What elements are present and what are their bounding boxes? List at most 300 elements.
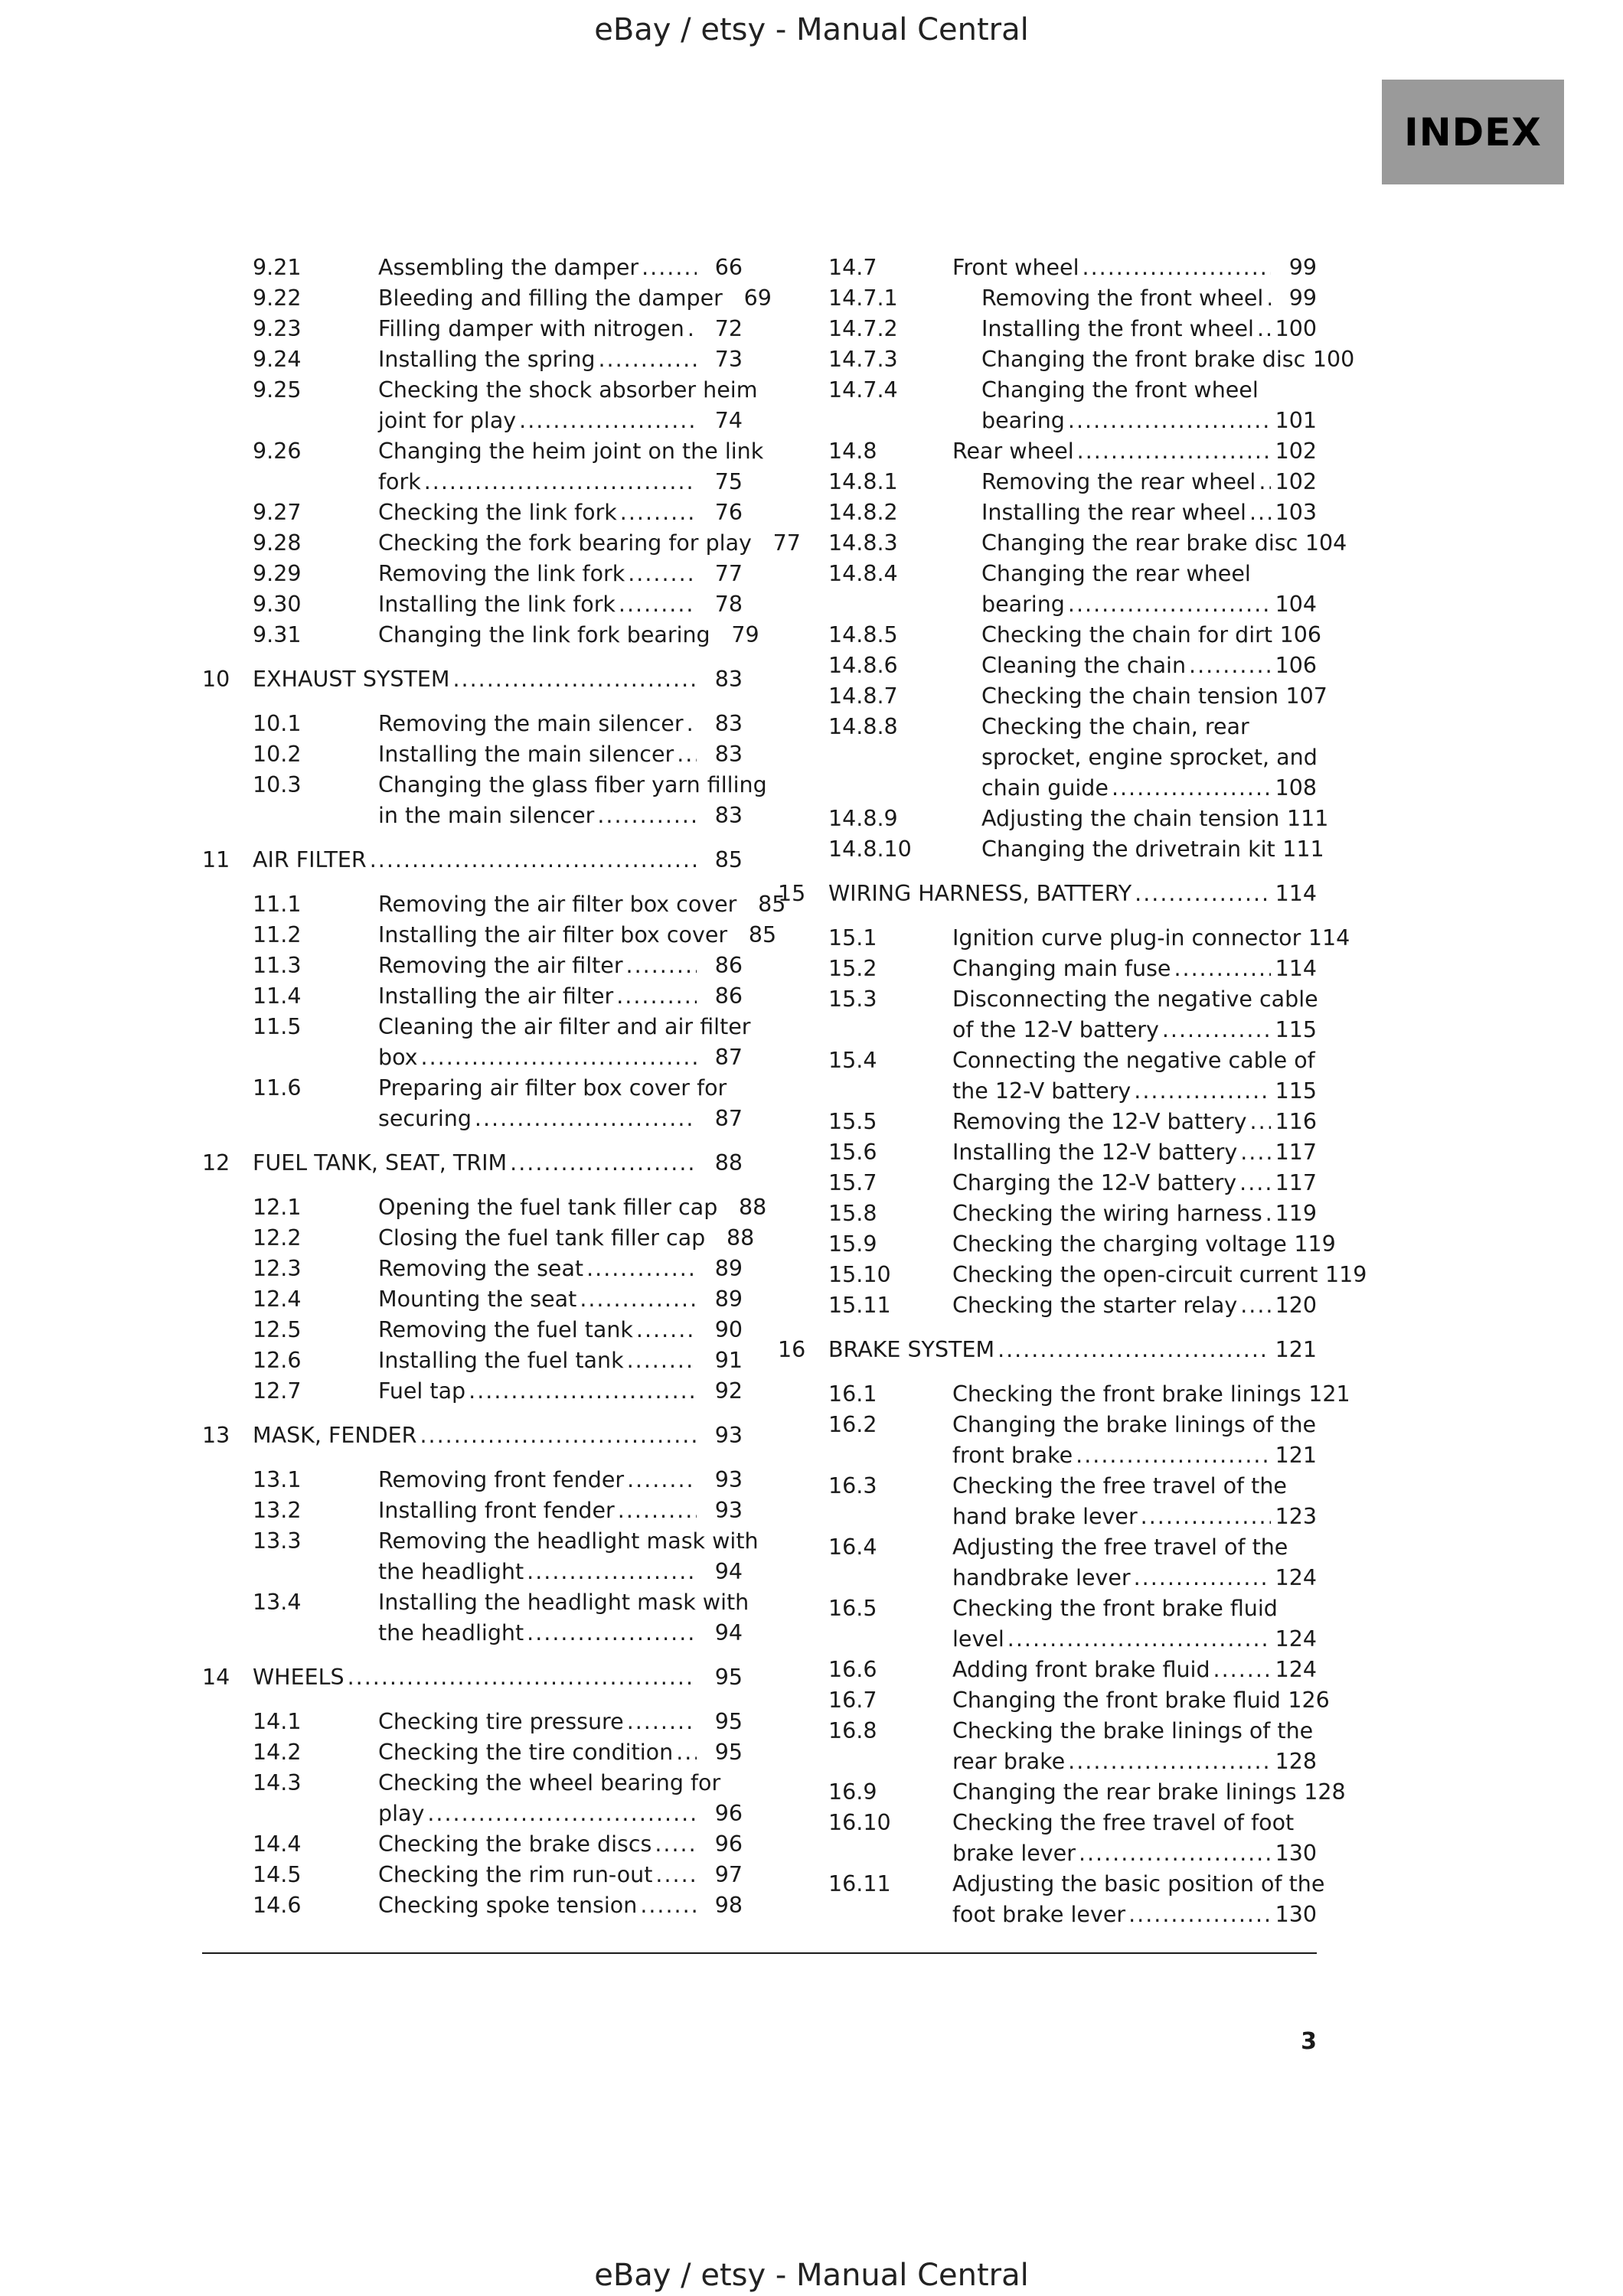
toc-entry-title-line: Checking the chain, rear [981, 714, 1249, 739]
toc-entry-title: foot brake lever [952, 1900, 1125, 1930]
toc-entry-title-block [952, 1869, 1325, 1930]
toc-entry-title: Checking the starter relay [952, 1290, 1237, 1321]
toc-entry-title-block [981, 651, 1317, 681]
toc-entry-page: 119 [1325, 1262, 1367, 1287]
toc-entry [202, 589, 743, 620]
toc-entry-number: 14.8.3 [828, 530, 898, 556]
toc-entry-title: Changing the front brake disc [981, 344, 1305, 375]
toc-entry-title-block [981, 712, 1317, 804]
toc-entry [202, 1526, 759, 1587]
toc-entry-title-block [378, 920, 777, 951]
toc-entry-title: Installing the main silencer [378, 739, 674, 770]
dot-leader [1240, 1137, 1271, 1168]
dot-leader [1079, 1838, 1271, 1869]
toc-entry-title-block [378, 589, 743, 620]
toc-entry-title-block [952, 1137, 1317, 1168]
toc-entry-title-block [981, 283, 1317, 314]
toc-entry-title-block [378, 981, 743, 1012]
toc-entry-page: 83 [714, 742, 743, 767]
dot-leader [348, 1662, 697, 1693]
toc-entry-number: 9.28 [253, 530, 302, 556]
toc-entry-number: 11.6 [253, 1075, 302, 1101]
toc-entry-title-block [253, 1148, 743, 1179]
toc-entry [778, 1593, 1317, 1655]
toc-entry-title: box [378, 1042, 418, 1073]
toc-entry [778, 1290, 1317, 1321]
toc-entry-leader-line [378, 739, 743, 770]
toc-right-column [778, 253, 1367, 1930]
toc-entry [202, 1073, 743, 1134]
toc-entry [202, 1495, 743, 1526]
dot-leader [420, 1420, 697, 1451]
dot-leader [1239, 1168, 1271, 1199]
toc-entry-number: 14.8.9 [828, 806, 898, 831]
toc-entry [202, 1284, 743, 1315]
toc-entry-page: 93 [714, 1423, 743, 1448]
toc-entry-leader-line [952, 1685, 1330, 1716]
dot-leader [370, 845, 697, 876]
dot-leader [1128, 1900, 1271, 1930]
toc-entry-title: hand brake lever [952, 1502, 1138, 1532]
toc-entry-title: FUEL TANK, SEAT, TRIM [253, 1148, 507, 1179]
dot-leader [640, 1890, 697, 1921]
toc-entry-leader-line [378, 1707, 743, 1737]
toc-entry [778, 1471, 1317, 1532]
toc-entry-number: 10 [202, 667, 230, 692]
dot-leader [627, 1465, 697, 1495]
toc-entry-title-block [378, 1829, 743, 1860]
toc-entry [202, 253, 743, 283]
toc-entry-page: 69 [743, 285, 772, 311]
toc-entry-leader-line [952, 1168, 1317, 1199]
toc-entry-page: 104 [1305, 530, 1347, 556]
toc-entry-leader-line [378, 1737, 743, 1768]
toc-entry-number: 16 [778, 1337, 806, 1362]
toc-entry-title: Changing main fuse [952, 954, 1171, 984]
toc-entry-page: 96 [714, 1801, 743, 1826]
dot-leader [1162, 1015, 1271, 1045]
toc-entry-page: 121 [1275, 1337, 1317, 1362]
toc-entry [778, 467, 1317, 497]
toc-entry [778, 375, 1317, 436]
toc-entry-number: 11.1 [253, 892, 302, 917]
toc-entry-title-block [952, 923, 1350, 954]
toc-entry-title: Changing the rear brake linings [952, 1777, 1297, 1808]
toc-entry [202, 1345, 743, 1376]
toc-entry-leader-line [981, 528, 1347, 559]
toc-entry-leader-line [378, 559, 743, 589]
dot-leader [597, 801, 697, 831]
toc-entry-title: Changing the rear brake disc [981, 528, 1298, 559]
toc-entry-leader-line [378, 1799, 743, 1829]
toc-entry-leader-line [378, 981, 743, 1012]
toc-entry-number: 16.6 [828, 1657, 877, 1682]
toc-entry-leader-line [952, 1655, 1317, 1685]
toc-entry-page: 77 [772, 530, 801, 556]
toc-entry-number: 14.7.1 [828, 285, 898, 311]
toc-entry-title: brake lever [952, 1838, 1076, 1869]
toc-entry-title: the headlight [378, 1557, 524, 1587]
toc-entry [202, 436, 764, 497]
toc-entry-leader-line [253, 1662, 743, 1693]
toc-entry-title-line: Checking the brake linings of the [952, 1718, 1314, 1743]
dot-leader [1257, 314, 1271, 344]
toc-entry-title-block [378, 1768, 743, 1829]
toc-entry-number: 14.7.4 [828, 377, 898, 403]
dot-leader [469, 1376, 697, 1407]
toc-entry [778, 804, 1329, 834]
toc-entry-title-block [981, 620, 1322, 651]
toc-entry-leader-line [952, 436, 1317, 467]
toc-entry-page: 108 [1275, 775, 1317, 801]
toc-entry-page: 124 [1275, 1626, 1317, 1652]
toc-entry-leader-line [981, 344, 1355, 375]
toc-entry-title-block [378, 889, 786, 920]
dot-leader [1240, 1290, 1271, 1321]
toc-entry-number: 15.10 [828, 1262, 891, 1287]
toc-entry-number: 14.1 [253, 1709, 302, 1734]
toc-entry-number: 14.3 [253, 1770, 302, 1795]
toc-entry-page: 100 [1275, 316, 1317, 341]
toc-entry-title: level [952, 1624, 1004, 1655]
toc-entry-number: 11.5 [253, 1014, 302, 1039]
toc-entry-page: 95 [714, 1709, 743, 1734]
toc-entry-title: Cleaning the chain [981, 651, 1186, 681]
toc-entry-leader-line [378, 620, 759, 651]
page-number: 3 [1301, 2028, 1317, 2055]
toc-entry-leader-line [378, 589, 743, 620]
toc-entry-page: 86 [714, 953, 743, 978]
toc-entry-number: 14.4 [253, 1831, 302, 1857]
toc-entry-title-block [378, 1345, 743, 1376]
toc-entry-page: 123 [1275, 1504, 1317, 1529]
toc-entry-title-line: Connecting the negative cable of [952, 1048, 1315, 1073]
toc-entry-title-block [378, 314, 743, 344]
toc-entry-leader-line [952, 1199, 1317, 1229]
toc-entry-title: AIR FILTER [253, 845, 367, 876]
toc-entry-page: 96 [714, 1831, 743, 1857]
toc-entry-title-block [981, 804, 1329, 834]
toc-entry [202, 1737, 743, 1768]
toc-entry-page: 102 [1275, 469, 1317, 494]
toc-entry-title-block [952, 1199, 1317, 1229]
toc-entry-leader-line [981, 283, 1317, 314]
toc-entry-leader-line [378, 344, 743, 375]
toc-entry-page: 104 [1275, 592, 1317, 617]
toc-entry-number: 16.8 [828, 1718, 877, 1743]
toc-entry-page: 126 [1288, 1688, 1330, 1713]
toc-entry-title-block [952, 1290, 1317, 1321]
toc-entry-page: 85 [714, 847, 743, 872]
toc-entry-title-line: Changing the glass fiber yarn filling [378, 772, 767, 797]
toc-entry-page: 93 [714, 1498, 743, 1523]
toc-entry-title: Checking the brake discs [378, 1829, 651, 1860]
toc-entry-leader-line [378, 920, 777, 951]
toc-entry-leader-line [378, 1192, 767, 1223]
toc-entry-number: 14 [202, 1665, 230, 1690]
dot-leader [452, 664, 697, 695]
toc-entry-title-block [378, 283, 772, 314]
toc-entry-page: 99 [1288, 255, 1317, 280]
toc-entry-page: 128 [1304, 1779, 1346, 1805]
toc-entry [778, 1808, 1317, 1869]
toc-entry [778, 436, 1317, 467]
toc-entry-number: 11.2 [253, 922, 302, 947]
dot-leader [1266, 283, 1271, 314]
toc-entry-title: Installing the link fork [378, 589, 616, 620]
toc-entry-title: Installing the rear wheel [981, 497, 1246, 528]
toc-entry-title-block [952, 1532, 1317, 1593]
toc-entry-number: 14.7 [828, 255, 877, 280]
toc-entry-title: Bleeding and filling the damper [378, 283, 723, 314]
toc-entry-number: 14.8.6 [828, 653, 898, 678]
toc-entry-number: 12.7 [253, 1378, 302, 1404]
toc-entry-leader-line [378, 1223, 755, 1254]
toc-entry-leader-line [952, 1107, 1317, 1137]
toc-entry-page: 87 [714, 1045, 743, 1070]
toc-entry-page: 114 [1275, 956, 1317, 981]
toc-entry [778, 1045, 1317, 1107]
toc-entry-title-line: Changing the brake linings of the [952, 1412, 1317, 1437]
toc-entry-number: 15.11 [828, 1293, 891, 1318]
toc-entry-title-block [378, 1073, 743, 1134]
toc-entry-title-block [378, 559, 743, 589]
toc-entry-title-block [253, 845, 743, 876]
toc-entry-title-block [952, 1410, 1317, 1471]
dot-leader [1077, 436, 1271, 467]
dot-leader [1265, 1199, 1271, 1229]
toc-entry [202, 375, 758, 436]
toc-entry-title-block [378, 1376, 743, 1407]
toc-entry-title: Opening the fuel tank filler cap [378, 1192, 717, 1223]
toc-entry-title: Installing the front wheel [981, 314, 1254, 344]
toc-entry [202, 1890, 743, 1921]
toc-entry-page: 86 [714, 983, 743, 1009]
toc-entry-leader-line [952, 1076, 1317, 1107]
toc-entry-title: front brake [952, 1440, 1073, 1471]
toc-entry-number: 10.3 [253, 772, 302, 797]
toc-entry-title: Removing the link fork [378, 559, 625, 589]
toc-entry-title-line: Checking the front brake fluid [952, 1596, 1278, 1621]
toc-entry-leader-line [981, 651, 1317, 681]
toc-entry-number: 14.8.7 [828, 683, 898, 709]
toc-entry-leader-line [378, 1557, 743, 1587]
toc-entry-title: Ignition curve plug-in connector [952, 923, 1301, 954]
toc-entry [202, 1192, 767, 1223]
toc-entry-title-block [952, 1168, 1317, 1199]
toc-entry-title: Charging the 12-V battery [952, 1168, 1236, 1199]
toc-entry-title-block [952, 436, 1317, 467]
toc-entry-number: 11.3 [253, 953, 302, 978]
toc-entry [202, 528, 801, 559]
dot-leader [676, 1737, 697, 1768]
toc-entry-title-block [981, 314, 1317, 344]
toc-entry-title-block [378, 375, 758, 436]
toc-entry-page: 115 [1275, 1078, 1317, 1104]
toc-entry-title-block [378, 1012, 751, 1073]
toc-entry-title-line: Removing the headlight mask with [378, 1528, 759, 1554]
toc-entry-leader-line [378, 1104, 743, 1134]
toc-entry-title: Fuel tap [378, 1376, 465, 1407]
toc-entry-leader-line [952, 1746, 1317, 1777]
toc-entry-number: 12.6 [253, 1348, 302, 1373]
toc-entry [202, 1148, 743, 1179]
toc-entry-number: 12 [202, 1150, 230, 1176]
toc-entry-title-block [952, 1107, 1317, 1137]
toc-entry-leader-line [952, 1624, 1317, 1655]
toc-entry-leader-line [378, 709, 743, 739]
toc-entry-title: bearing [981, 589, 1065, 620]
toc-entry-page: 103 [1275, 500, 1317, 525]
toc-entry [778, 1869, 1325, 1930]
toc-entry-title-line: Checking the shock absorber heim [378, 377, 758, 403]
dot-leader [598, 344, 697, 375]
toc-entry-number: 15.9 [828, 1231, 877, 1257]
dot-leader [1189, 651, 1271, 681]
toc-entry-title: Mounting the seat [378, 1284, 576, 1315]
toc-entry-title-block [378, 1587, 749, 1649]
toc-entry-number: 15.6 [828, 1140, 877, 1165]
toc-entry-page: 94 [714, 1559, 743, 1584]
toc-entry-title: Checking the wiring harness [952, 1199, 1262, 1229]
toc-entry-page: 89 [714, 1256, 743, 1281]
toc-entry-leader-line [981, 620, 1322, 651]
toc-entry-number: 16.10 [828, 1810, 891, 1835]
toc-entry [778, 1229, 1336, 1260]
dot-leader [687, 314, 697, 344]
toc-entry [202, 1768, 743, 1829]
dot-leader [1250, 1107, 1271, 1137]
toc-entry-title-block [378, 497, 743, 528]
toc-entry-number: 16.7 [828, 1688, 877, 1713]
toc-entry-number: 13.4 [253, 1590, 302, 1615]
toc-entry-title: Installing the fuel tank [378, 1345, 624, 1376]
dot-leader [1134, 1076, 1271, 1107]
index-tab-label: INDEX [1404, 109, 1542, 155]
toc-entry [202, 770, 767, 831]
toc-entry-title: Removing the air filter [378, 951, 623, 981]
toc-entry-title-block [981, 559, 1317, 620]
toc-entry-title-block [952, 1379, 1350, 1410]
dot-leader [628, 559, 697, 589]
toc-left-column [202, 253, 801, 1921]
toc-entry [202, 739, 743, 770]
toc-entry-number: 12.5 [253, 1317, 302, 1342]
toc-entry-leader-line [981, 589, 1317, 620]
dot-leader [619, 589, 697, 620]
toc-entry-page: 73 [714, 347, 743, 372]
toc-entry-title-block [952, 1655, 1317, 1685]
toc-entry-number: 13.3 [253, 1528, 302, 1554]
toc-entry-title-block [378, 1192, 767, 1223]
toc-entry [202, 1465, 743, 1495]
dot-leader [527, 1557, 697, 1587]
dot-leader [1174, 954, 1271, 984]
toc-entry-number: 13 [202, 1423, 230, 1448]
toc-entry-title: Checking the fork bearing for play [378, 528, 752, 559]
dot-leader [475, 1104, 697, 1134]
toc-entry [202, 951, 743, 981]
toc-entry-page: 121 [1275, 1443, 1317, 1468]
toc-entry-title: joint for play [378, 406, 516, 436]
toc-entry-page: 77 [714, 561, 743, 586]
toc-entry [778, 559, 1317, 620]
toc-entry-title-block [378, 1284, 743, 1315]
toc-entry-title-block [378, 739, 743, 770]
dot-leader [636, 1315, 697, 1345]
toc-entry-number: 16.2 [828, 1412, 877, 1437]
toc-entry-title: Changing the link fork bearing [378, 620, 710, 651]
dot-leader [620, 497, 697, 528]
toc-entry [778, 283, 1317, 314]
toc-entry-leader-line [952, 1379, 1350, 1410]
toc-entry-leader-line [378, 1376, 743, 1407]
toc-entry-number: 12.2 [253, 1225, 302, 1251]
toc-entry [778, 1655, 1317, 1685]
toc-entry-page: 117 [1275, 1140, 1317, 1165]
toc-entry-number: 15.8 [828, 1201, 877, 1226]
toc-entry-title-block [378, 1495, 743, 1526]
toc-entry-number: 15 [778, 881, 806, 906]
toc-entry-title: Checking the link fork [378, 497, 617, 528]
toc-entry-title: Checking the rim run-out [378, 1860, 652, 1890]
toc-entry-number: 14.5 [253, 1862, 302, 1887]
toc-entry-number: 11 [202, 847, 230, 872]
dot-leader [627, 1707, 697, 1737]
toc-entry-title: play [378, 1799, 424, 1829]
toc-entry-title-block [952, 954, 1317, 984]
toc-entry [778, 1199, 1317, 1229]
toc-entry-page: 90 [714, 1317, 743, 1342]
toc-entry-title-block [981, 467, 1317, 497]
dot-leader [519, 406, 697, 436]
toc-entry-page: 66 [714, 255, 743, 280]
toc-entry-title: Changing the drivetrain kit [981, 834, 1275, 865]
dot-leader [1213, 1655, 1271, 1685]
toc-entry-number: 16.11 [828, 1871, 891, 1896]
toc-entry-leader-line [378, 889, 786, 920]
toc-entry-title-line: Checking the free travel of the [952, 1473, 1287, 1499]
toc-entry-title: the headlight [378, 1618, 524, 1649]
toc-entry [202, 709, 743, 739]
dot-leader [677, 739, 697, 770]
toc-entry-leader-line [378, 1042, 743, 1073]
toc-entry [778, 879, 1317, 909]
toc-entry-number: 9.23 [253, 316, 302, 341]
toc-entry-title-block [378, 344, 743, 375]
toc-entry-title: Removing the seat [378, 1254, 583, 1284]
toc-entry-title-block [378, 436, 764, 497]
toc-entry-leader-line [378, 283, 772, 314]
dot-leader [1141, 1502, 1271, 1532]
toc-entry-title: Installing the air filter box cover [378, 920, 727, 951]
toc-entry-leader-line [952, 253, 1317, 283]
toc-entry [778, 528, 1347, 559]
toc-entry-title-block [981, 344, 1355, 375]
toc-entry [778, 1335, 1317, 1365]
toc-entry-title: fork [378, 467, 421, 497]
toc-entry-title: Checking the tire condition [378, 1737, 673, 1768]
toc-entry-title-block [828, 879, 1317, 909]
toc-entry-number: 14.8.8 [828, 714, 898, 739]
toc-entry-number: 14.7.2 [828, 316, 898, 341]
toc-entry-leader-line [253, 845, 743, 876]
toc-entry-leader-line [952, 1440, 1317, 1471]
toc-entry-title: BRAKE SYSTEM [828, 1335, 994, 1365]
dot-leader [642, 253, 697, 283]
toc-entry-title: chain guide [981, 773, 1109, 804]
toc-entry [202, 1315, 743, 1345]
